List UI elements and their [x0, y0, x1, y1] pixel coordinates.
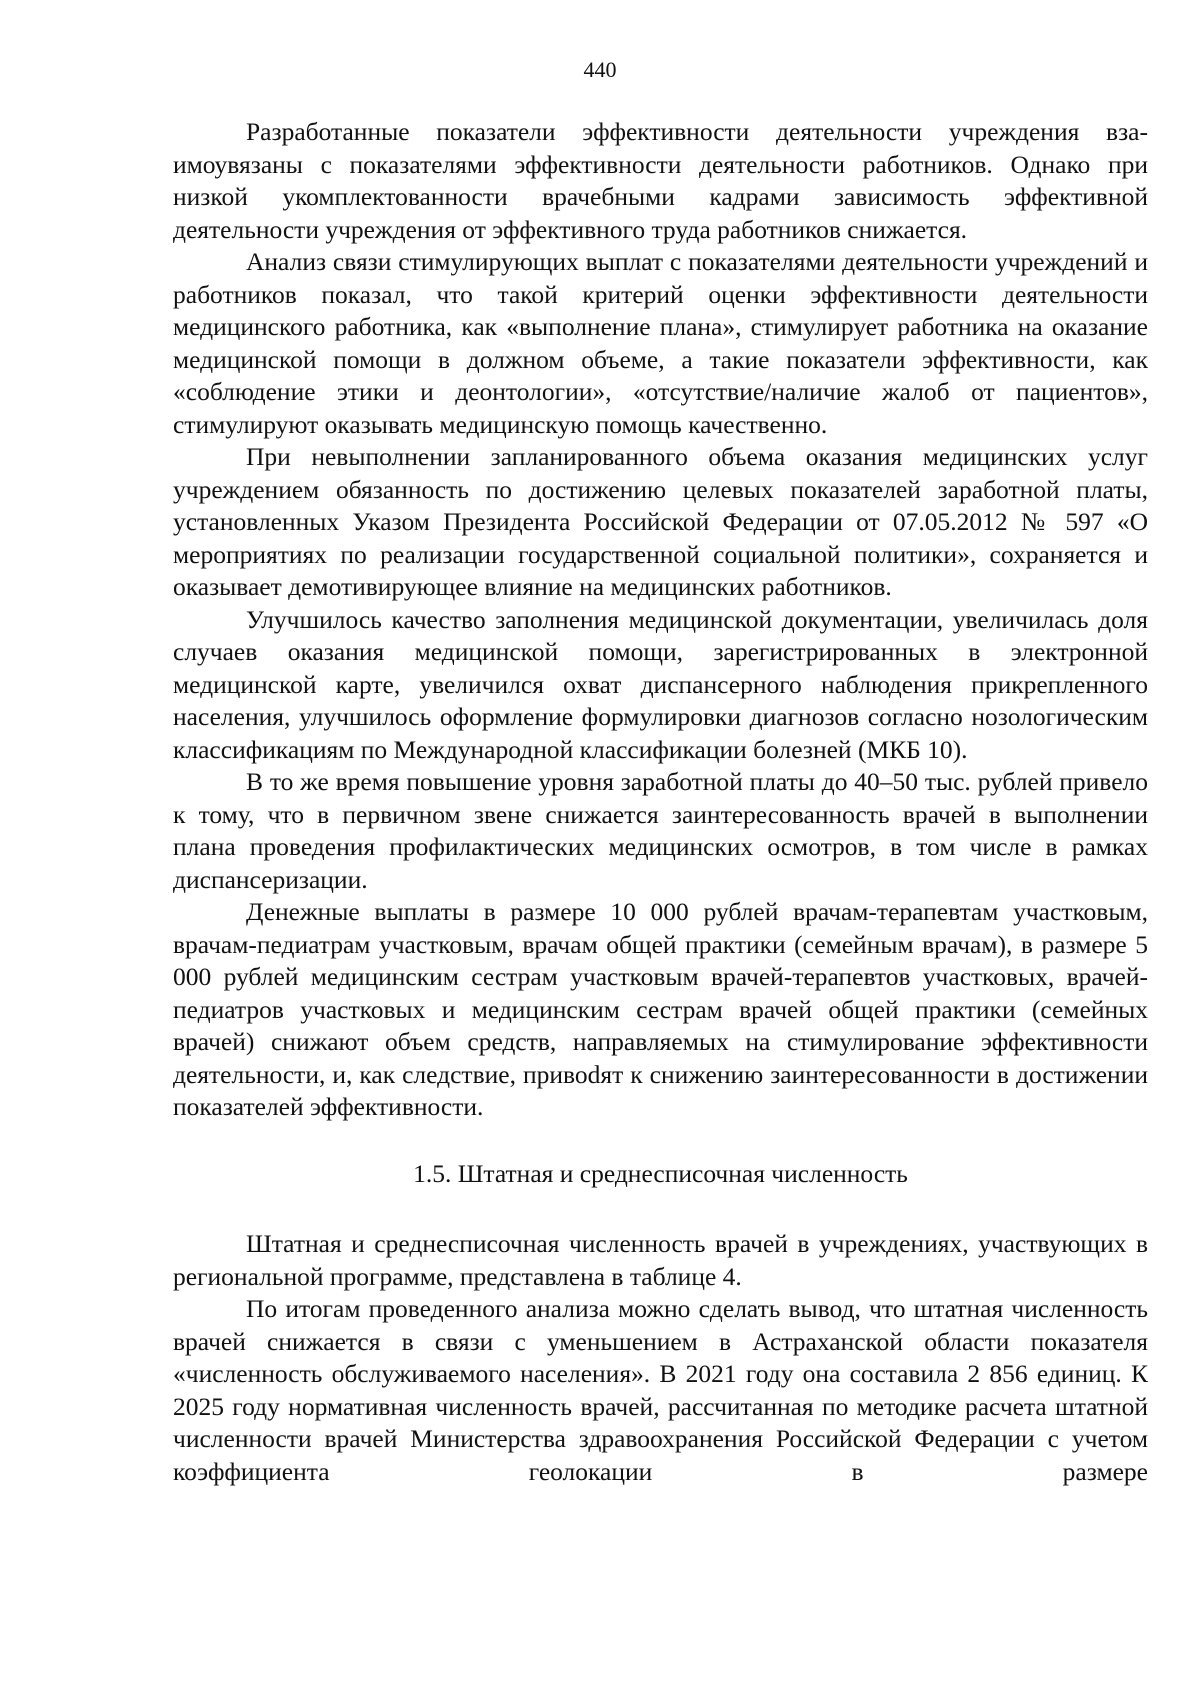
- paragraph: Улучшилось качество заполнения медицинской документации, увеличилась доля случаев оказания медицинской помощи, зарегистрированных в электронной медицинской карте, увеличился охват диспансерного наблюдения прикрепленного населения, улучшилось оформление формулировки диагнозов согласно нозологическим классификациям по Международной классификации болезней (МКБ 10).: [173, 604, 1148, 764]
- paragraph: В то же время повышение уровня заработной платы до 40–50 тыс. рублей привело к тому, что в первичном звене снижается заинтересованность врачей в выполнении плана проведения профилактических медицинских осмотров, в том числе в рамках диспансеризации.: [173, 767, 1148, 894]
- section-heading: 1.5. Штатная и среднесписочная численность: [413, 1158, 908, 1188]
- paragraph: При невыполнении запланированного объема оказания медицинских услуг учреждением обязанность по достижению целевых показателей заработной платы, установленных Указом Президента Российской Федерации от 07.05.2012 № 597 «О мероприятиях по реализации государственной социальной политики», сохраняется и оказывает демотивирующее влияние на медицинских работников.: [173, 442, 1148, 601]
- paragraph: Штатная и среднесписочная численность врачей в учреждениях, участвующих в региональной программе, представлена в таблице 4.: [173, 1229, 1148, 1291]
- paragraph: Разработанные показатели эффективности деятельности учреждения взаимоувязаны с показателями эффективности деятельности работников. Однако при низкой укомплектованности врачебными кадрами зависимость эффективной деятельности учреждения от эффективного труда работников снижается.: [173, 117, 1148, 244]
- document-body: [173, 116, 1148, 1488]
- paragraph: Анализ связи стимулирующих выплат с показателями деятельности учреждений и работников показал, что такой критерий оценки эффективности деятельности медицинского работника, как «выполнение плана», стимулирует работника на оказание медицинской помощи в должном объеме, а такие показатели эффективности, как «соблюдение этики и деонтологии», «отсутствие/наличие жалоб от пациентов», стимулируют оказывать медицинскую помощь качественно.: [173, 247, 1148, 439]
- paragraph: Денежные выплаты в размере 10 000 рублей врачам-терапевтам участковым, врачам-педиатрам участковым, врачам общей практики (семейным врачам), в размере 5 000 рублей медицинским сестрам участковым врачей-терапевтов участковых, врачей-педиатров участковых и медицинским сестрам врачей общей практики (семейных врачей) снижают объем средств, направляемых на стимулирование эффективности деятельности, и, как следствие, привоdят к снижению заинтересованности в достижении показателей эффективности.: [173, 897, 1148, 1121]
- paragraph: По итогам проведенного анализа можно сделать вывод, что штатная численность врачей снижается в связи с уменьшением в Астраханской области показателя «численность обслуживаемого населения». В 2021 году она составила 2 856 единиц. К 2025 году нормативная численность врачей, рассчитанная по методике расчета штатной численности врачей Министерства здравоохранения Российской Федерации с учетом коэффициента геолокации в размере: [173, 1294, 1148, 1486]
- page-number: 440: [583, 57, 617, 82]
